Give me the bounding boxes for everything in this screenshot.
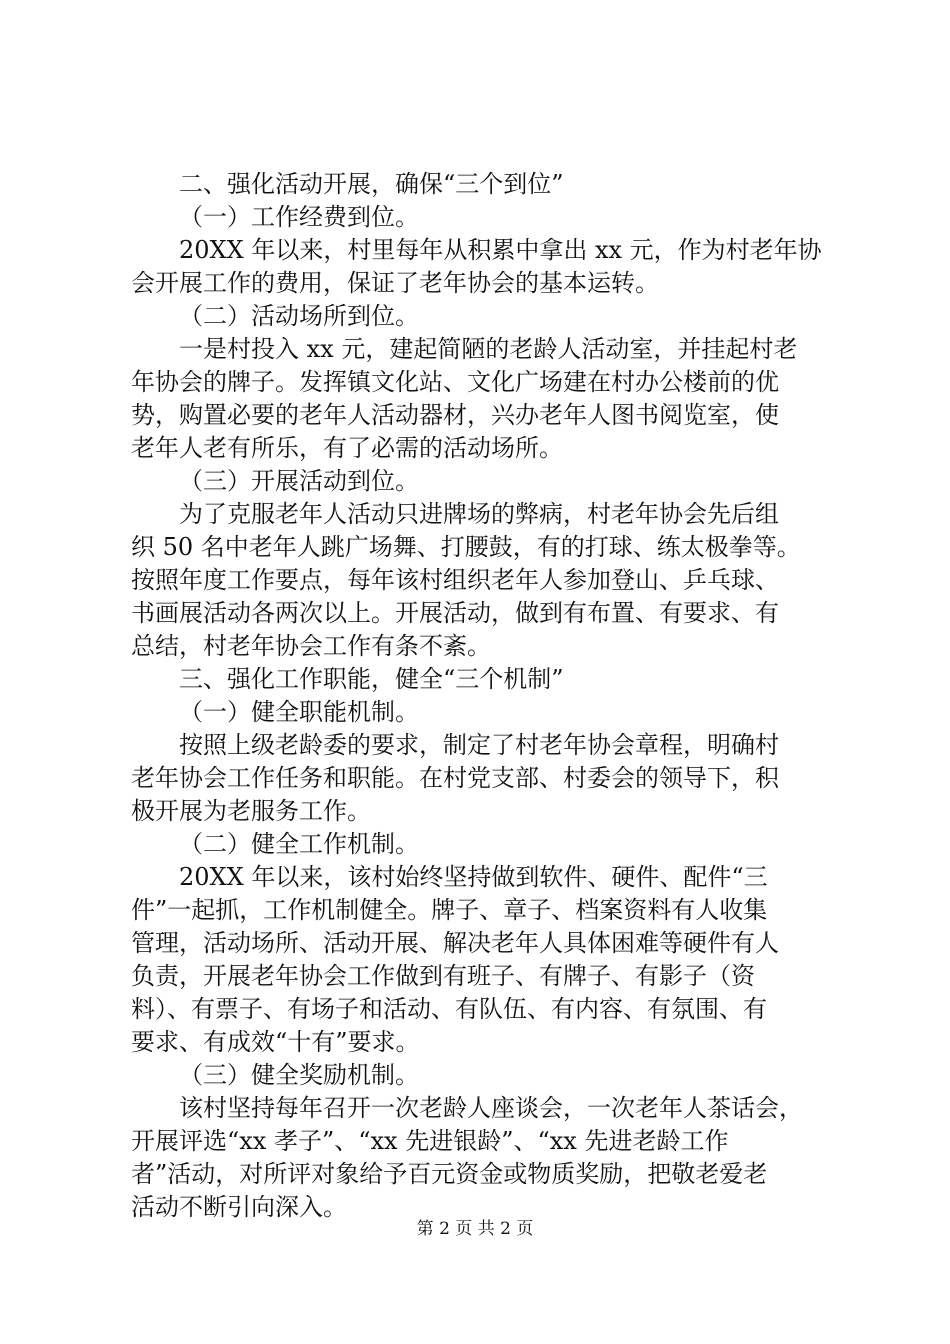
text-line: 料）、有票子、有场子和活动、有队伍、有内容、有氛围、有 [131,995,767,1023]
text-line: 年协会的牌子。发挥镇文化站、文化广场建在村办公楼前的优 [131,368,779,396]
text-line: 老年协会工作任务和职能。在村党支部、村委会的领导下，积 [131,764,779,792]
text-line: 活动不断引向深入。 [131,1193,347,1221]
document-body [131,168,831,1224]
text-line: 为了克服老年人活动只进牌场的弊病，村老年协会先后组 [179,500,779,528]
text-line: 势，购置必要的老年人活动器材，兴办老年人图书阅览室，使 [131,401,779,429]
text-line: 件”一起抓，工作机制健全。牌子、章子、档案资料有人收集 [131,896,768,924]
text-line: 20XX 年以来，该村始终坚持做到软件、硬件、配件“三 [179,863,768,891]
text-line: 书画展活动各两次以上。开展活动，做到有布置、有要求、有 [131,599,779,627]
text-line: （三）健全奖励机制。 [179,1061,419,1089]
text-line: 三、强化工作职能，健全“三个机制” [179,665,564,693]
text-line: 会开展工作的费用，保证了老年协会的基本运转。 [131,269,659,297]
text-line: （二）健全工作机制。 [179,830,419,858]
page-footer: 第 2 页 共 2 页 [416,1219,534,1239]
text-line: （三）开展活动到位。 [179,467,419,495]
text-line: 按照上级老龄委的要求，制定了村老年协会章程，明确村 [179,731,779,759]
text-line: 二、强化活动开展，确保“三个到位” [179,170,564,198]
text-line: 老年人老有所乐，有了必需的活动场所。 [131,434,563,462]
text-line: 一是村投入 xx 元，建起简陋的老龄人活动室，并挂起村老 [179,335,798,363]
text-line: 者”活动，对所评对象给予百元资金或物质奖励，把敬老爱老 [131,1160,768,1188]
text-line: 负责，开展老年协会工作做到有班子、有牌子、有影子（资 [131,962,755,990]
text-line: 织 50 名中老年人跳广场舞、打腰鼓，有的打球、练太极拳等。 [131,533,801,561]
text-line: 按照年度工作要点，每年该村组织老年人参加登山、乒乓球、 [131,566,779,594]
text-line: 总结，村老年协会工作有条不紊。 [131,632,491,660]
text-line: 该村坚持每年召开一次老龄人座谈会，一次老年人茶话会， [179,1094,803,1122]
text-line: （一）健全职能机制。 [179,698,419,726]
text-line: （二）活动场所到位。 [179,302,419,330]
text-line: 20XX 年以来，村里每年从积累中拿出 xx 元，作为村老年协 [179,236,822,264]
text-line: （一）工作经费到位。 [179,203,419,231]
text-line: 开展评选“xx 孝子”、“xx 先进银龄”、“xx 先进老龄工作 [131,1127,729,1155]
text-line: 管理，活动场所、活动开展、解决老年人具体困难等硬件有人 [131,929,779,957]
text-line: 要求、有成效“十有”要求。 [131,1028,420,1056]
text-line: 极开展为老服务工作。 [131,797,371,825]
